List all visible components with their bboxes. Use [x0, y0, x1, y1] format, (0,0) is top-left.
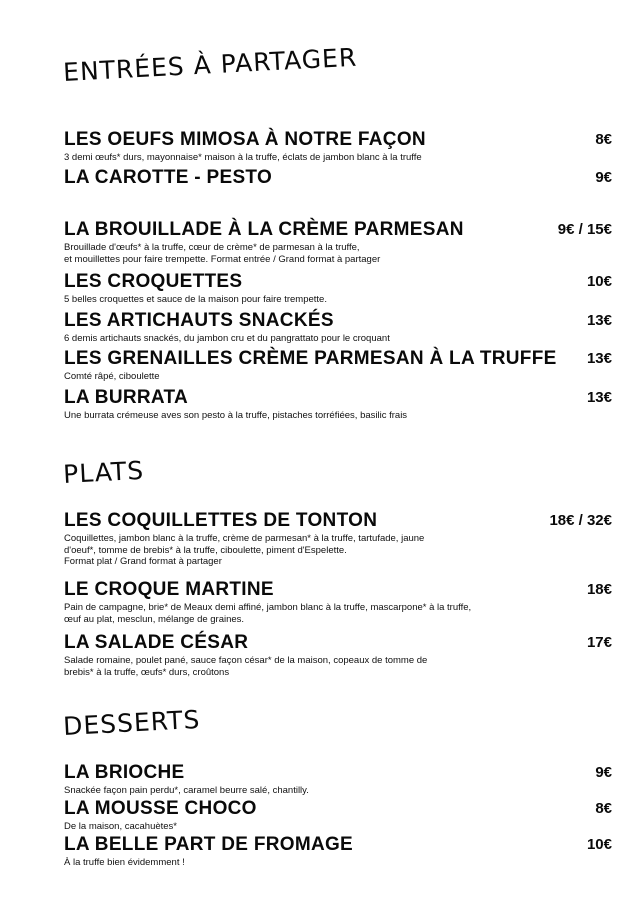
item-price: 13€ — [586, 389, 612, 406]
menu-item-oeufs-mimosa — [64, 128, 612, 164]
item-name: LA BURRATA — [64, 387, 189, 408]
menu-item-carotte-pesto — [64, 166, 612, 190]
item-name: LES COQUILLETTES DE TONTON — [64, 510, 378, 531]
item-price: 18€ / 32€ — [549, 512, 612, 529]
item-price: 8€ — [595, 800, 612, 817]
menu-item-fromage — [64, 833, 612, 869]
item-name: LES CROQUETTES — [64, 271, 243, 292]
item-name: LA BELLE PART DE FROMAGE — [64, 834, 354, 855]
item-name: LA CAROTTE - PESTO — [64, 167, 273, 188]
item-price: 10€ — [586, 273, 612, 290]
item-name: LES OEUFS MIMOSA À NOTRE FAÇON — [64, 129, 426, 150]
item-description: 3 demi œufs* durs, mayonnaise* maison à la truffe, éclats de jambon blanc à la truffe — [64, 152, 422, 163]
item-description: 6 demis artichauts snackés, du jambon cru et du pangrattato pour le croquant — [64, 333, 390, 344]
menu-item-salade-cesar — [64, 631, 612, 678]
item-price: 10€ — [586, 836, 612, 853]
item-price: 13€ — [586, 350, 612, 367]
menu-item-brouillade — [64, 218, 612, 265]
item-price: 9€ — [595, 169, 612, 186]
item-name: LA BRIOCHE — [64, 762, 185, 783]
item-description: Comté râpé, ciboulette — [64, 371, 160, 382]
section-title-entrees: ENTRÉES À PARTAGER — [62, 42, 358, 87]
item-description: œuf au plat, mesclun, mélange de graines. — [64, 613, 245, 625]
menu-item-coquillettes — [64, 509, 612, 568]
item-description: 5 belles croquettes et sauce de la maison pour faire trempette. — [64, 294, 327, 305]
item-price: 9€ / 15€ — [557, 221, 612, 238]
section-title-plats: PLATS — [62, 455, 145, 489]
menu-item-croquettes — [64, 270, 612, 306]
item-price: 13€ — [586, 312, 612, 329]
item-description: Pain de campagne, brie* de Meaux demi affiné, jambon blanc à la truffe, mascarpone* à la truffe, — [64, 602, 472, 613]
item-price: 17€ — [586, 634, 612, 651]
item-name: LES ARTICHAUTS SNACKÉS — [64, 310, 334, 331]
item-name: LA MOUSSE CHOCO — [64, 798, 257, 819]
menu-item-croque-martine — [64, 578, 612, 625]
item-price: 8€ — [595, 131, 612, 148]
item-description: Format plat / Grand format à partager — [64, 556, 222, 567]
item-description: Une burrata crémeuse aves son pesto à la truffe, pistaches torréfiées, basilic frais — [64, 410, 408, 421]
menu-item-grenailles — [64, 347, 612, 383]
item-price: 9€ — [595, 764, 612, 781]
menu-item-brioche — [64, 761, 612, 797]
menu-item-burrata — [64, 386, 612, 422]
item-name: LE CROQUE MARTINE — [64, 579, 274, 600]
item-name: LA BROUILLADE À LA CRÈME PARMESAN — [64, 219, 464, 240]
section-title-desserts: DESSERTS — [62, 704, 202, 741]
menu-item-mousse-choco — [64, 797, 612, 833]
item-description: et mouillettes pour faire trempette. Format entrée / Grand format à partager — [64, 253, 381, 265]
item-name: LA SALADE CÉSAR — [64, 632, 249, 653]
item-description: Brouillade d'œufs* à la truffe, cœur de crème* de parmesan à la truffe, — [64, 242, 360, 253]
item-description: De la maison, cacahuètes* — [64, 821, 178, 832]
item-description: À la truffe bien évidemment ! — [64, 857, 185, 868]
item-price: 18€ — [586, 581, 612, 598]
item-description: Snackée façon pain perdu*, caramel beurre salé, chantilly. — [64, 785, 309, 796]
item-description: brebis* à la truffe, œufs* durs, croûtons — [64, 666, 230, 678]
item-description: Salade romaine, poulet pané, sauce façon césar* de la maison, copeaux de tomme de — [64, 655, 428, 666]
item-description: d'oeuf*, tomme de brebis* à la truffe, ciboulette, piment d'Espelette. — [64, 544, 347, 556]
menu-item-artichauts — [64, 309, 612, 345]
item-description: Coquillettes, jambon blanc à la truffe, crème de parmesan* à la truffe, tartufade, jaune — [64, 533, 425, 544]
item-name: LES GRENAILLES CRÈME PARMESAN À LA TRUFFE — [64, 348, 557, 369]
